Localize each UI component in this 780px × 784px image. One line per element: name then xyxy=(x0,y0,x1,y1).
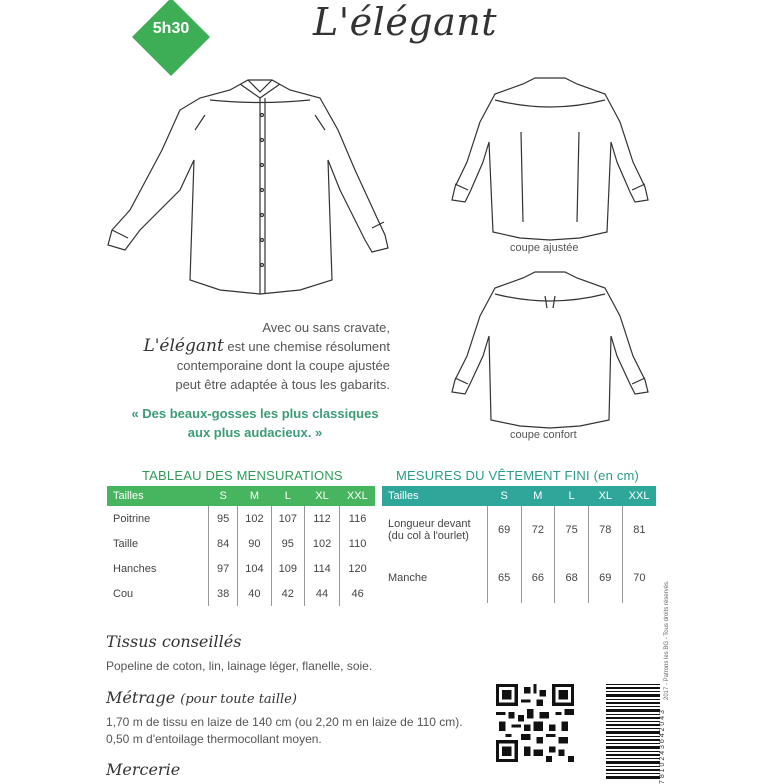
table-cell: 38 xyxy=(209,581,238,606)
description-line: est une chemise résolument xyxy=(223,339,390,354)
table-cell: 97 xyxy=(209,556,238,581)
table-cell: Cou xyxy=(113,587,134,600)
table-cell: Hanches xyxy=(113,562,157,575)
garment-measurements-title: MESURES DU VÊTEMENT FINI (en cm) xyxy=(396,468,640,483)
table-header-row xyxy=(107,486,375,506)
garment-measurements-table xyxy=(382,486,656,603)
table-row xyxy=(382,553,656,603)
table-cell: 78 xyxy=(588,506,622,553)
table-header-cell: Tailles xyxy=(107,486,209,506)
table-cell: 110 xyxy=(340,531,375,556)
table-cell: 75 xyxy=(555,506,589,553)
row-label-note: (du col à l'ourlet) xyxy=(388,529,469,542)
table-header-row xyxy=(382,486,656,506)
table-cell: 90 xyxy=(238,531,271,556)
body-measurements-table xyxy=(107,486,375,606)
table-cell: 95 xyxy=(209,506,238,531)
table-header-cell: L xyxy=(555,486,589,506)
body-measurements-title: TABLEAU DES MENSURATIONS xyxy=(142,468,343,483)
fabrics-heading: Tissus conseillés xyxy=(106,632,242,651)
table-cell: Taille xyxy=(113,537,139,550)
description-name: L'élégant xyxy=(143,336,224,356)
table-cell: 65 xyxy=(487,553,521,603)
copyright-notice: 2017 - Patrons les BG - Tous droits réservés. xyxy=(664,580,670,700)
table-header-cell: XL xyxy=(304,486,339,506)
table-cell: 81 xyxy=(622,506,656,553)
table-cell: 112 xyxy=(304,506,339,531)
barcode-number: 7 8 1 0 2 4 3 6 4 2 0 4 3 xyxy=(659,710,666,784)
shirt-back-comfort-illustration xyxy=(435,270,665,430)
table-header-cell: M xyxy=(521,486,555,506)
shirt-front-illustration xyxy=(100,70,440,310)
product-description xyxy=(130,318,390,394)
table-cell: 104 xyxy=(238,556,271,581)
table-header-cell: S xyxy=(487,486,521,506)
table-cell: 40 xyxy=(238,581,271,606)
fabrics-text: Popeline de coton, lin, lainage léger, flanelle, soie. xyxy=(106,659,373,673)
table-cell: Manche xyxy=(388,572,428,584)
row-label: Longueur devant xyxy=(388,517,471,530)
quote-line: aux plus audacieux. » xyxy=(187,425,323,440)
table-cell: 114 xyxy=(304,556,339,581)
table-cell: 116 xyxy=(340,506,375,531)
table-header-cell: S xyxy=(209,486,238,506)
comfort-cut-caption: coupe confort xyxy=(510,429,577,441)
table-row xyxy=(107,581,375,606)
table-row xyxy=(107,506,375,531)
table-cell: 84 xyxy=(209,531,238,556)
table-cell: 72 xyxy=(521,506,555,553)
pattern-title: L'élégant xyxy=(313,0,498,44)
table-cell: 107 xyxy=(271,506,304,531)
table-cell: 69 xyxy=(487,506,521,553)
table-header-cell: L xyxy=(271,486,304,506)
barcode xyxy=(604,684,664,781)
table-cell: 46 xyxy=(340,581,375,606)
description-line: contemporaine dont la coupe ajustée xyxy=(176,358,390,373)
yardage-heading xyxy=(106,688,297,707)
table-cell: 102 xyxy=(304,531,339,556)
table-cell: 42 xyxy=(271,581,304,606)
yardage-heading-main: Métrage xyxy=(106,688,176,707)
qr-code xyxy=(496,684,574,762)
table-cell: 95 xyxy=(271,531,304,556)
description-line: Avec ou sans cravate, xyxy=(262,320,390,335)
time-badge xyxy=(132,0,210,76)
table-cell: 109 xyxy=(271,556,304,581)
table-row xyxy=(107,531,375,556)
table-cell: 70 xyxy=(622,553,656,603)
time-badge-label: 5h30 xyxy=(152,20,190,37)
table-cell: 68 xyxy=(555,553,589,603)
table-cell: 120 xyxy=(340,556,375,581)
table-row xyxy=(107,556,375,581)
table-cell: 44 xyxy=(304,581,339,606)
table-cell: Poitrine xyxy=(113,512,151,525)
table-cell: 102 xyxy=(238,506,271,531)
table-header-cell: Tailles xyxy=(382,486,487,506)
yardage-line: 1,70 m de tissu en laize de 140 cm (ou 2,20 m en laize de 110 cm). xyxy=(106,715,463,729)
table-header-cell: XXL xyxy=(622,486,656,506)
table-row xyxy=(382,506,656,553)
shirt-back-fitted-illustration xyxy=(435,72,665,242)
tagline-quote xyxy=(120,404,390,442)
table-header-cell: XL xyxy=(588,486,622,506)
fitted-cut-caption: coupe ajustée xyxy=(510,242,579,254)
table-cell xyxy=(382,506,487,553)
notions-heading: Mercerie xyxy=(106,760,181,779)
description-line: peut être adaptée à tous les gabarits. xyxy=(175,377,390,392)
table-header-cell: XXL xyxy=(340,486,375,506)
yardage-heading-note: (pour toute taille) xyxy=(180,692,297,707)
yardage-line: 0,50 m d'entoilage thermocollant moyen. xyxy=(106,732,322,746)
table-header-cell: M xyxy=(238,486,271,506)
quote-line: « Des beaux-gosses les plus classiques xyxy=(131,406,379,421)
table-cell: 66 xyxy=(521,553,555,603)
table-cell: 69 xyxy=(588,553,622,603)
